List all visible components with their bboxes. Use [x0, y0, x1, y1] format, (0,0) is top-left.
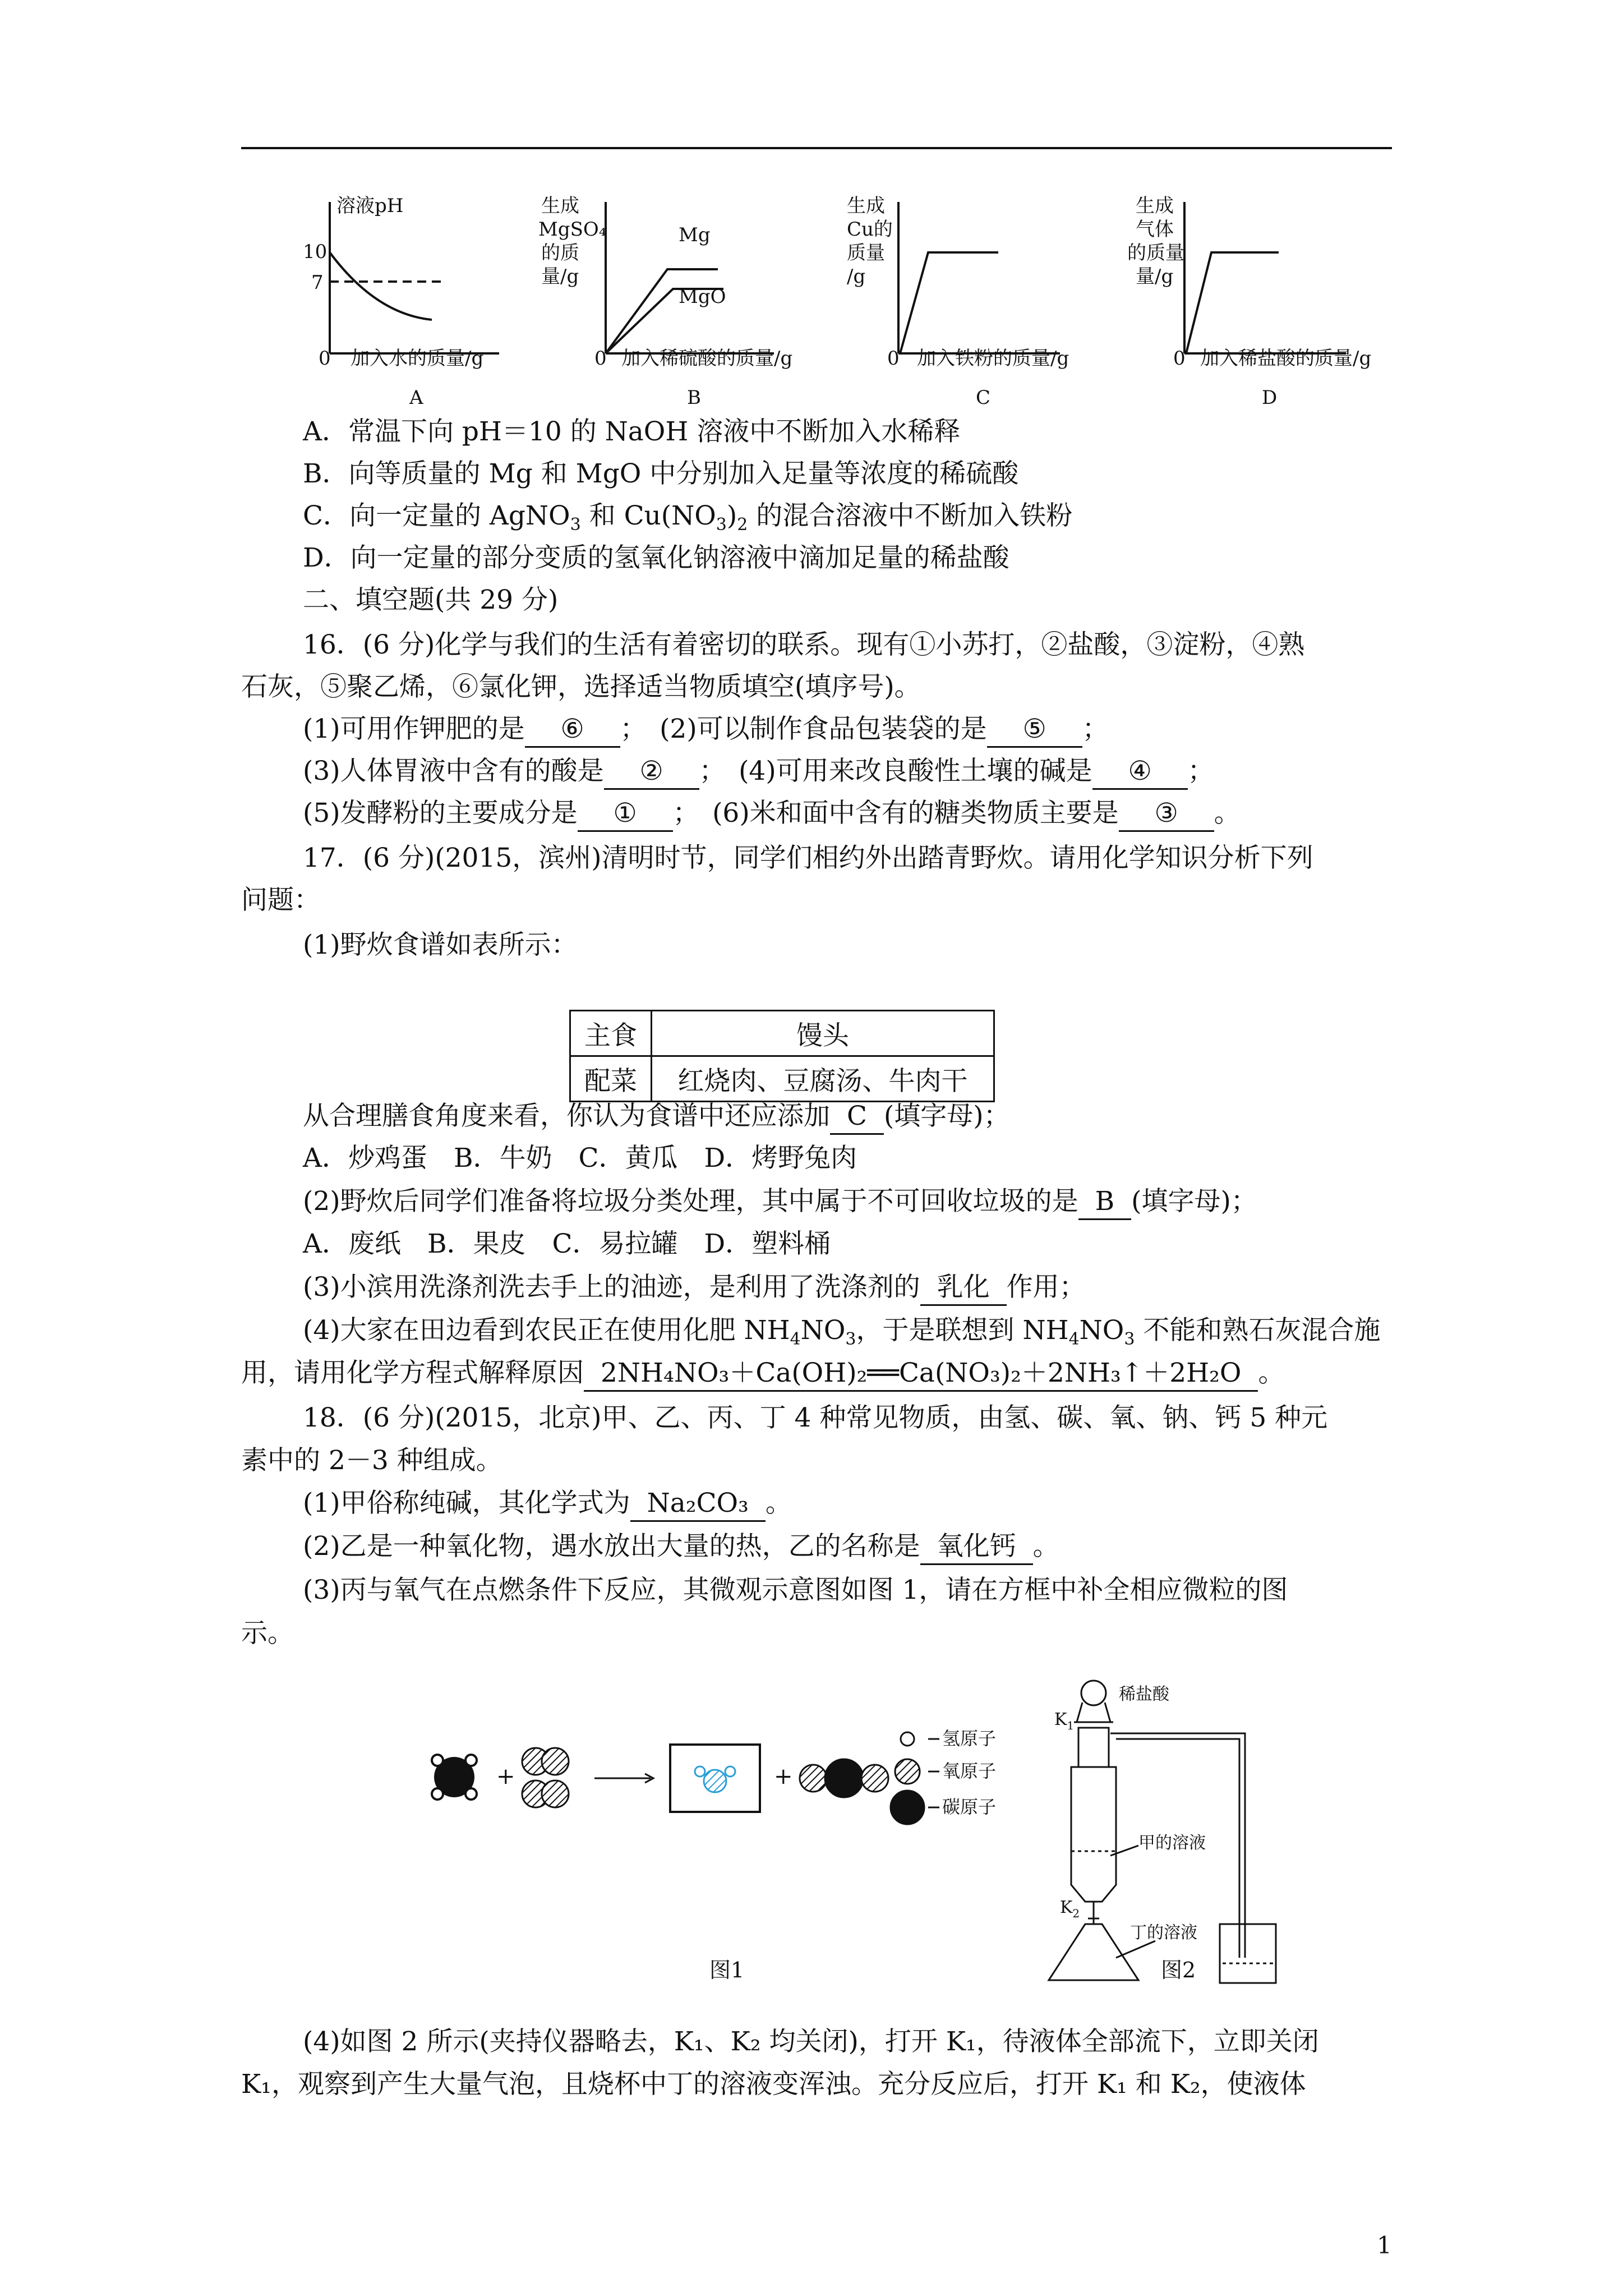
header-rule — [241, 147, 1392, 149]
section-heading: 二、填空题(共 29 分) — [303, 585, 559, 615]
q16-stem-1: 16．(6 分)化学与我们的生活有着密切的联系。现有①小苏打，②盐酸，③淀粉，④熟 — [303, 629, 1305, 660]
legend-hydrogen: 氢原子 — [942, 1728, 997, 1749]
graph-d-ylabel-3: 的质量 — [1127, 242, 1184, 264]
q17-p1: (1)野炊食谱如表所示： — [303, 930, 578, 960]
graph-a-ylabel: 溶液pH — [336, 195, 404, 217]
q16-row-2: (3)人体胃液中含有的酸是 ② ； (4)可用来改良酸性土壤的碱是 ④ ； — [303, 754, 1214, 790]
q16-row-1: (1)可用作钾肥的是 ⑥ ； (2)可以制作食品包装袋的是 ⑤ ； — [303, 712, 1109, 748]
equation-answer: 2NH₄NO₃＋Ca(OH)₂══Ca(NO₃)₂＋2NH₃↑＋2H₂O — [584, 1356, 1258, 1392]
graph-a-letter: A — [409, 386, 423, 409]
label-ding-solution: 丁的溶液 — [1130, 1923, 1197, 1943]
graph-c-ylabel-2: Cu的 — [847, 218, 893, 241]
label-k2: $K_2$ — [1060, 1898, 1080, 1920]
figures-1-2 — [415, 1677, 1290, 1991]
methane-molecule — [432, 1755, 477, 1800]
q18-q3-line1: (3)丙与氧气在点燃条件下反应，其微观示意图如图 1，请在方框中补全相应微粒的图 — [303, 1575, 1288, 1605]
graph-c-origin: 0 — [887, 347, 900, 370]
q16-stem-2: 石灰，⑤聚乙烯，⑥氯化钾，选择适当物质填空(填序号)。 — [241, 671, 921, 702]
menu-cell: 红烧肉、豆腐汤、牛肉干 — [652, 1056, 994, 1102]
menu-cell: 主食 — [570, 1011, 652, 1056]
graph-b-xlabel: 加入稀硫酸的质量/g — [621, 347, 793, 370]
graph-b-series-mg: Mg — [679, 224, 711, 246]
q17-opts2: A．废纸 B．果皮 C．易拉罐 D．塑料桶 — [303, 1228, 831, 1259]
svg-text:+: + — [774, 1764, 793, 1789]
q18-q3-line2: 示。 — [241, 1618, 294, 1649]
graph-a-origin: 0 — [319, 347, 331, 370]
q17-q1: 从合理膳食角度来看，你认为食谱中还应添加 C (填字母)； — [303, 1099, 1010, 1135]
graph-a-tick-10: 10 — [303, 241, 328, 263]
q18-q4-line2: K₁，观察到产生大量气泡，且烧杯中丁的溶液变浑浊。充分反应后，打开 K₁ 和 K₂，使液体 — [241, 2069, 1306, 2100]
page-number: 1 — [1377, 2231, 1392, 2259]
q18-q1: (1)甲俗称纯碱，其化学式为 Na₂CO₃ 。 — [303, 1487, 792, 1522]
menu-cell: 馒头 — [652, 1011, 994, 1056]
graph-b-ylabel-1: 生成 — [541, 195, 579, 217]
graph-a-xlabel: 加入水的质量/g — [351, 347, 484, 370]
option-c: C．向一定量的 AgNO$_3$ 和 $Cu(NO_3)_2$ 的混合溶液中不断加入铁粉 — [303, 500, 1073, 535]
label-k1: $K_1$ — [1054, 1710, 1075, 1732]
q18-stem-1: 18．(6 分)(2015，北京)甲、乙、丙、丁 4 种常见物质，由氢、碳、氧、钠、钙 5 种元 — [303, 1402, 1328, 1433]
legend-oxygen: 氧原子 — [942, 1760, 997, 1782]
graph-d-letter: D — [1262, 386, 1278, 409]
menu-cell: 配菜 — [570, 1056, 652, 1102]
graph-d-origin: 0 — [1173, 347, 1186, 370]
q18-q4-line1: (4)如图 2 所示(夹持仪器略去，K₁、K₂ 均关闭)，打开 K₁，待液体全部流下，立即关闭 — [303, 2026, 1319, 2057]
graph-d-ylabel-2: 气体 — [1136, 218, 1174, 241]
graph-d-xlabel: 加入稀盐酸的质量/g — [1200, 347, 1372, 370]
graph-c-letter: C — [976, 386, 991, 409]
option-d: D．向一定量的部分变质的氢氧化钠溶液中滴加足量的稀盐酸 — [303, 542, 1009, 573]
option-a: A．常温下向 pH＝10 的 NaOH 溶液中不断加入水稀释 — [303, 416, 961, 447]
option-b: B．向等质量的 Mg 和 MgO 中分别加入足量等浓度的稀硫酸 — [303, 458, 1019, 489]
graphs-figure — [247, 185, 1424, 421]
graph-a-tick-7: 7 — [311, 272, 324, 294]
graph-c-ylabel-4: /g — [847, 265, 866, 288]
graph-b-ylabel-4: 量/g — [541, 265, 579, 288]
graph-c-ylabel-1: 生成 — [847, 195, 885, 217]
q17-q3: (3)小滨用洗涤剂洗去手上的油迹，是利用了洗涤剂的 乳化 作用； — [303, 1271, 1086, 1306]
graph-d-ylabel-4: 量/g — [1136, 265, 1174, 288]
legend-carbon: 碳原子 — [942, 1796, 997, 1818]
graph-b-letter: B — [687, 386, 701, 409]
graph-c-ylabel-3: 质量 — [847, 242, 885, 264]
graph-c-xlabel: 加入铁粉的质量/g — [917, 347, 1069, 370]
menu-table — [569, 1010, 995, 1102]
svg-text:+: + — [496, 1764, 515, 1789]
q17-q4-line1: (4)大家在田边看到农民正在使用化肥 $NH_4NO_3$，于是联想到 $NH_4NO_3$ 不能和熟石灰混合施 — [303, 1315, 1381, 1349]
fig2-caption: 图2 — [1161, 1958, 1196, 1982]
q18-q2: (2)乙是一种氧化物，遇水放出大量的热，乙的名称是 氧化钙 。 — [303, 1530, 1059, 1565]
label-dilute-hcl: 稀盐酸 — [1119, 1685, 1169, 1704]
graph-b-origin: 0 — [594, 347, 607, 370]
graph-b-series-mgo: MgO — [679, 286, 726, 308]
label-jia-solution: 甲的溶液 — [1138, 1833, 1206, 1853]
q16-row-3: (5)发酵粉的主要成分是 ① ； (6)米和面中含有的糖类物质主要是 ③ 。 — [303, 797, 1241, 832]
q17-stem-1: 17．(6 分)(2015，滨州)清明时节，同学们相约外出踏青野炊。请用化学知识分析下列 — [303, 843, 1313, 873]
graph-b-ylabel-3: 的质 — [541, 242, 579, 264]
q18-stem-2: 素中的 2－3 种组成。 — [241, 1445, 502, 1476]
fig1-caption: 图1 — [709, 1958, 745, 1982]
q17-q2: (2)野炊后同学们准备将垃圾分类处理，其中属于不可回收垃圾的是 B (填字母)； — [303, 1185, 1257, 1220]
q17-q4-line2: 用，请用化学方程式解释原因 2NH₄NO₃＋Ca(OH)₂══Ca(NO₃)₂＋2NH₃↑＋2H₂O 。 — [241, 1356, 1284, 1392]
q17-stem-2: 问题： — [241, 885, 320, 915]
graph-b-ylabel-2: MgSO₄ — [538, 218, 607, 241]
q17-opts1: A．炒鸡蛋 B．牛奶 C．黄瓜 D．烤野兔肉 — [303, 1143, 857, 1174]
graph-d-ylabel-1: 生成 — [1136, 195, 1174, 217]
